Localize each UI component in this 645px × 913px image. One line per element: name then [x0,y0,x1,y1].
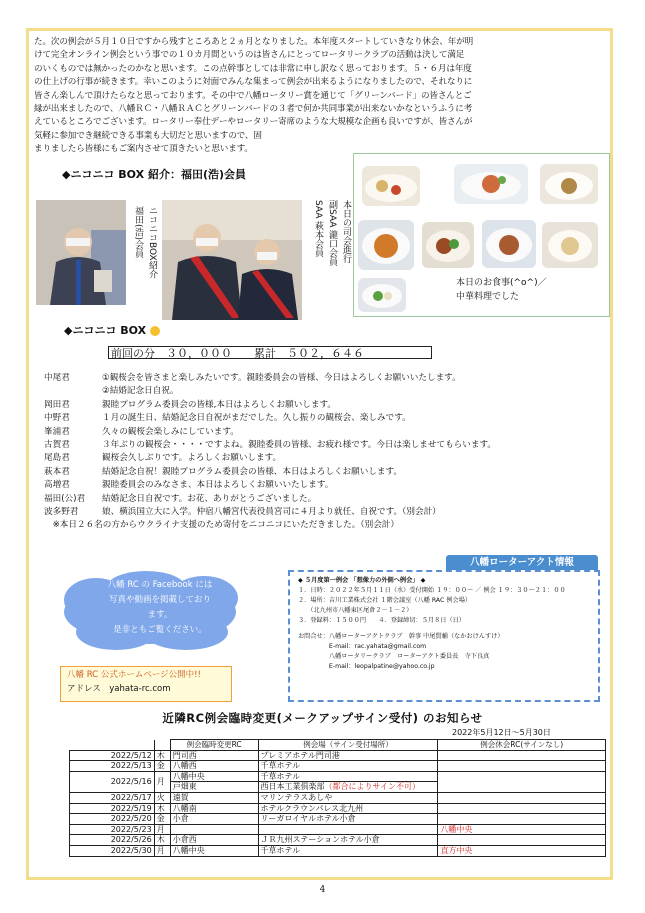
table-row [70,824,606,835]
message-text: ①観桜会を皆さまと楽しみたいです。親睦委員会の皆様、今日はよろしくお願いいたします。 [102,373,461,383]
note-cell: 八幡中央 [438,824,606,835]
message-text: 娘、横浜国立大に入学。仲宿八幡宮代表役員宮司に４月より就任、自祝です。（別会計） [102,507,441,518]
club-cell: 小倉西 [170,835,258,846]
date-cell: 2022/5/17 [70,792,155,803]
food-photo-box [353,153,610,317]
message-row [44,372,604,385]
member-name: 中野君 [44,413,70,424]
message-row [44,506,604,519]
rotaract-line: 八幡ロータリークラブ ローターアクト委員長 寺下良真 [298,653,490,660]
dish-photo [540,164,598,204]
header-cell: 例会場（サイン受付場所） [258,740,438,751]
table-row [70,845,606,856]
place-note: （都合によりサイン不可） [324,782,420,792]
intro-line: た。次の例会が５月１０日ですから残すところあと２ヵ月となりました。本年度スタートしていきなり休会、年が明 [34,37,474,47]
intro-line: まりましたら皆様にもご案内させて頂きたいと思います。 [34,144,253,155]
message-row [44,426,604,439]
message-text: ３年ぶりの観桜会・・・・ですよね。親睦委員の皆様、お疲れ様です。今日は楽しませてもらいます。 [102,440,496,451]
intro-line: 皆さん楽しんで頂けたらなと思っております。その中で八幡ロータリー賞を通じて「グリーンバード」の皆さんとご [34,90,472,101]
day-cell: 月 [154,824,170,835]
member-name: 古賀君 [44,440,70,451]
facebook-cloud [56,570,244,652]
totals-box: 前回の分 ３０，０００ 累計 ５０２，６４６ [108,346,432,359]
message-text: ②結婚記念日自祝。 [102,386,179,397]
facebook-line: 写真や動画を掲載しており [108,595,211,605]
homepage-box [60,666,232,702]
date-cell: 2022/5/19 [70,803,155,814]
header-cell [154,740,170,751]
date-cell: 2022/5/26 [70,835,155,846]
day-cell: 金 [154,761,170,772]
saa-photo [162,200,302,320]
club-cell: 八幡中央 [170,845,258,856]
date-cell: 2022/5/23 [70,824,155,835]
table-row [70,835,606,846]
rotaract-line: ◆ ５月度第一例会 「想像力の外側へ例会」 ◆ [298,577,426,584]
fukuda-caption: 福田(浩)会員 [133,206,143,259]
note-cell [438,750,606,761]
date-cell: 2022/5/12 [70,750,155,761]
table-row [70,814,606,825]
member-name: 尾島君 [44,453,70,464]
facebook-line: ます。 [147,610,173,620]
member-name: 萩本君 [44,466,70,477]
note-cell [438,771,606,792]
place-cell: ＪＲ九州ステーションホテル小倉 [258,835,438,846]
intro-line: の仕上げの行事が続きます。幸いこのように対面でみんな集まって例会が出来るようになりましたので、それなりに [34,77,473,88]
speaker-photo [36,200,126,305]
message-row [44,439,604,452]
message-text: １月の誕生日、結婚記念日自祝がまだでした。久し振りの観桜会、楽しみです。 [102,413,411,424]
message-row [44,466,604,479]
nikoniko-caption: ニコニコBOX紹介 [147,206,157,279]
club-cell: 八幡中央 [170,771,258,782]
place-cell [258,824,438,835]
place-cell: 西日本工業倶楽部（都合によりサイン不可） [258,782,438,793]
table-row [70,803,606,814]
homepage-address[interactable]: アドレス yahata-rc.com [67,684,171,694]
member-name: 高増君 [44,480,70,491]
intro-line: 縁が出来ましたので、八幡ＲＣ・八幡ＲＡＣとグリーンバードの３者で何か共同事業が出来ないかなというふうに考 [34,104,473,115]
date-cell: 2022/5/16 [70,771,155,792]
header-cell [70,740,155,751]
rotaract-line[interactable]: E-mail：rac.yahata@gmail.com [298,643,427,650]
place-cell: マリンテラスあしや [258,792,438,803]
message-row [44,493,604,506]
rotaract-box [288,570,600,702]
place-cell: リーガロイヤルホテル小倉 [258,814,438,825]
message-text: 観桜会久しぶりです。よろしくお願いします。 [102,453,282,464]
club-cell: 八幡西 [170,761,258,772]
dish-photo [358,220,414,270]
member-name: 中尾君 [44,373,70,383]
place-cell: プレミアホテル門司港 [258,750,438,761]
member-name: 波多野君 [44,507,79,518]
makeup-period: 2022年5月12日～5月30日 [452,728,551,737]
note-cell [438,835,606,846]
rotaract-line: ３．登録料：１５００円 ４．登録締切：５月８日（日） [298,617,466,624]
table-row [70,761,606,772]
message-row [44,385,604,398]
rotaract-tab: 八幡ローターアクト情報 [446,555,598,570]
place-cell: ホテルクラウンパレス北九州 [258,803,438,814]
day-cell: 月 [154,845,170,856]
nikoniko-messages [44,372,604,533]
dish-photo [362,166,420,206]
dish-photo [358,278,406,312]
day-cell: 火 [154,792,170,803]
saa-caption: SAA 萩本会員 [313,200,323,258]
dish-photo [482,220,536,268]
rotaract-line: １．日時：２０２２年５月１１日（水）受付開始 １９：００～ ／ 例会 １９：３０～２１：００ [298,587,566,594]
smile-icon [150,326,160,336]
facebook-line: 是非ともご覧ください。 [113,625,207,635]
club-cell: 戸畑東 [170,782,258,793]
date-cell: 2022/5/20 [70,814,155,825]
intro-line: のいくものでは無かったのかなと思います。この点幹事としては非常に申し訳なく思っております。５・６月は年度 [34,63,472,74]
food-caption-line: 中華料理でした [456,292,520,302]
page-number: 4 [319,885,326,895]
note-cell [438,814,606,825]
makeup-title: 近隣RC例会臨時変更(メークアップサイン受付) のお知らせ [162,711,483,725]
message-row [44,452,604,465]
day-cell: 木 [154,803,170,814]
fuku-saa-caption: 副SAA 瀧口会員 [327,200,337,267]
message-text: 結婚記念自祝！親睦プログラム委員会の皆様、本日はよろしくお願いします。 [102,466,403,477]
club-cell [170,824,258,835]
makeup-table [69,739,606,857]
message-text: ※本日２６名の方からウクライナ支援のため寄付をニコニコにいただきました。（別会計） [44,520,399,531]
message-row [44,399,604,412]
message-row [44,412,604,425]
club-cell: 八幡南 [170,803,258,814]
message-text: 親睦プログラム委員会の皆様,本日はよろしくお願いします。 [102,399,336,410]
place-cell: 千草ホテル [258,845,438,856]
note-cell: 直方中央 [438,845,606,856]
intro-line: けて完全オンライン例会という事での１０カ月間というのは皆さんにとってロータリークラブの活動は決して満足 [34,50,465,61]
date-cell: 2022/5/30 [70,845,155,856]
club-cell: 遠賀 [170,792,258,803]
note-cell [438,761,606,772]
note-cell [438,792,606,803]
club-cell: 小倉 [170,814,258,825]
table-row [70,771,606,782]
rotaract-line: ２．場所：吉川工業株式会社 １階会議室（八幡 RAC 例会場） [298,597,472,604]
facebook-text [90,578,230,638]
header-cell: 例会臨時変更RC [170,740,258,751]
header-cell: 例会休会RC(サインなし) [438,740,606,751]
intro-line: 気軽に参加でき継続できる事業も大切だと思いますので、固 [34,130,262,141]
day-cell: 木 [154,835,170,846]
rotaract-line: お問合せ：八幡ローターアクトクラブ 幹事 中尾賢輔（なかおけんすけ） [298,633,504,640]
dish-photo [422,222,474,268]
member-name: 峯浦君 [44,426,70,437]
day-cell: 月 [154,771,170,792]
makeup-header-row [70,740,606,751]
message-row [44,519,604,532]
facebook-line: 八幡 RC の Facebook には [107,580,213,590]
club-cell: 門司西 [170,750,258,761]
message-row [44,479,604,492]
nikoniko-heading [64,322,160,338]
rotaract-line[interactable]: E-mail：leopalpatine@yahoo.co.jp [298,663,435,670]
food-caption-line: 本日のお食事(^o^)／ [456,278,547,288]
member-name: 岡田君 [44,399,70,410]
dish-photo [454,164,528,204]
saa-photo-image [162,200,302,320]
place-cell: 千草ホテル [258,771,438,782]
shikai-caption: 本日の司会進行 [341,200,351,263]
table-row [70,750,606,761]
food-caption [456,276,547,304]
note-cell [438,803,606,814]
nikoniko-heading-text: ◆ニコニコ BOX [64,324,147,337]
message-text: 久々の観桜会楽しみにしています。 [102,426,239,437]
place-cell: 千草ホテル [258,761,438,772]
box-heading: ◆ニコニコ BOX 紹介：福田(浩)会員 [62,168,246,181]
intro-text [34,36,609,157]
rotaract-line: （北九州市八幡東区尾倉２－１－２） [298,607,413,614]
day-cell: 木 [154,750,170,761]
dish-photo [542,222,598,268]
message-text: 結婚記念日自祝です。お花、ありがとうございました。 [102,493,317,504]
speaker-photo-image [36,200,126,305]
intro-line: えているところでございます。ロータリー奉仕デーやロータリー寄席のような大規模な企画も良いですが、皆さんが [34,117,473,128]
member-name [44,385,102,398]
message-text: 親睦委員会のみなさま、本日はよろしくお願いいたします。 [102,480,334,491]
date-cell: 2022/5/13 [70,761,155,772]
day-cell: 金 [154,814,170,825]
member-name: 福田(公)君 [44,493,86,504]
table-row [70,792,606,803]
homepage-title: 八幡 RC 公式ホームページ公開中!! [67,670,201,680]
